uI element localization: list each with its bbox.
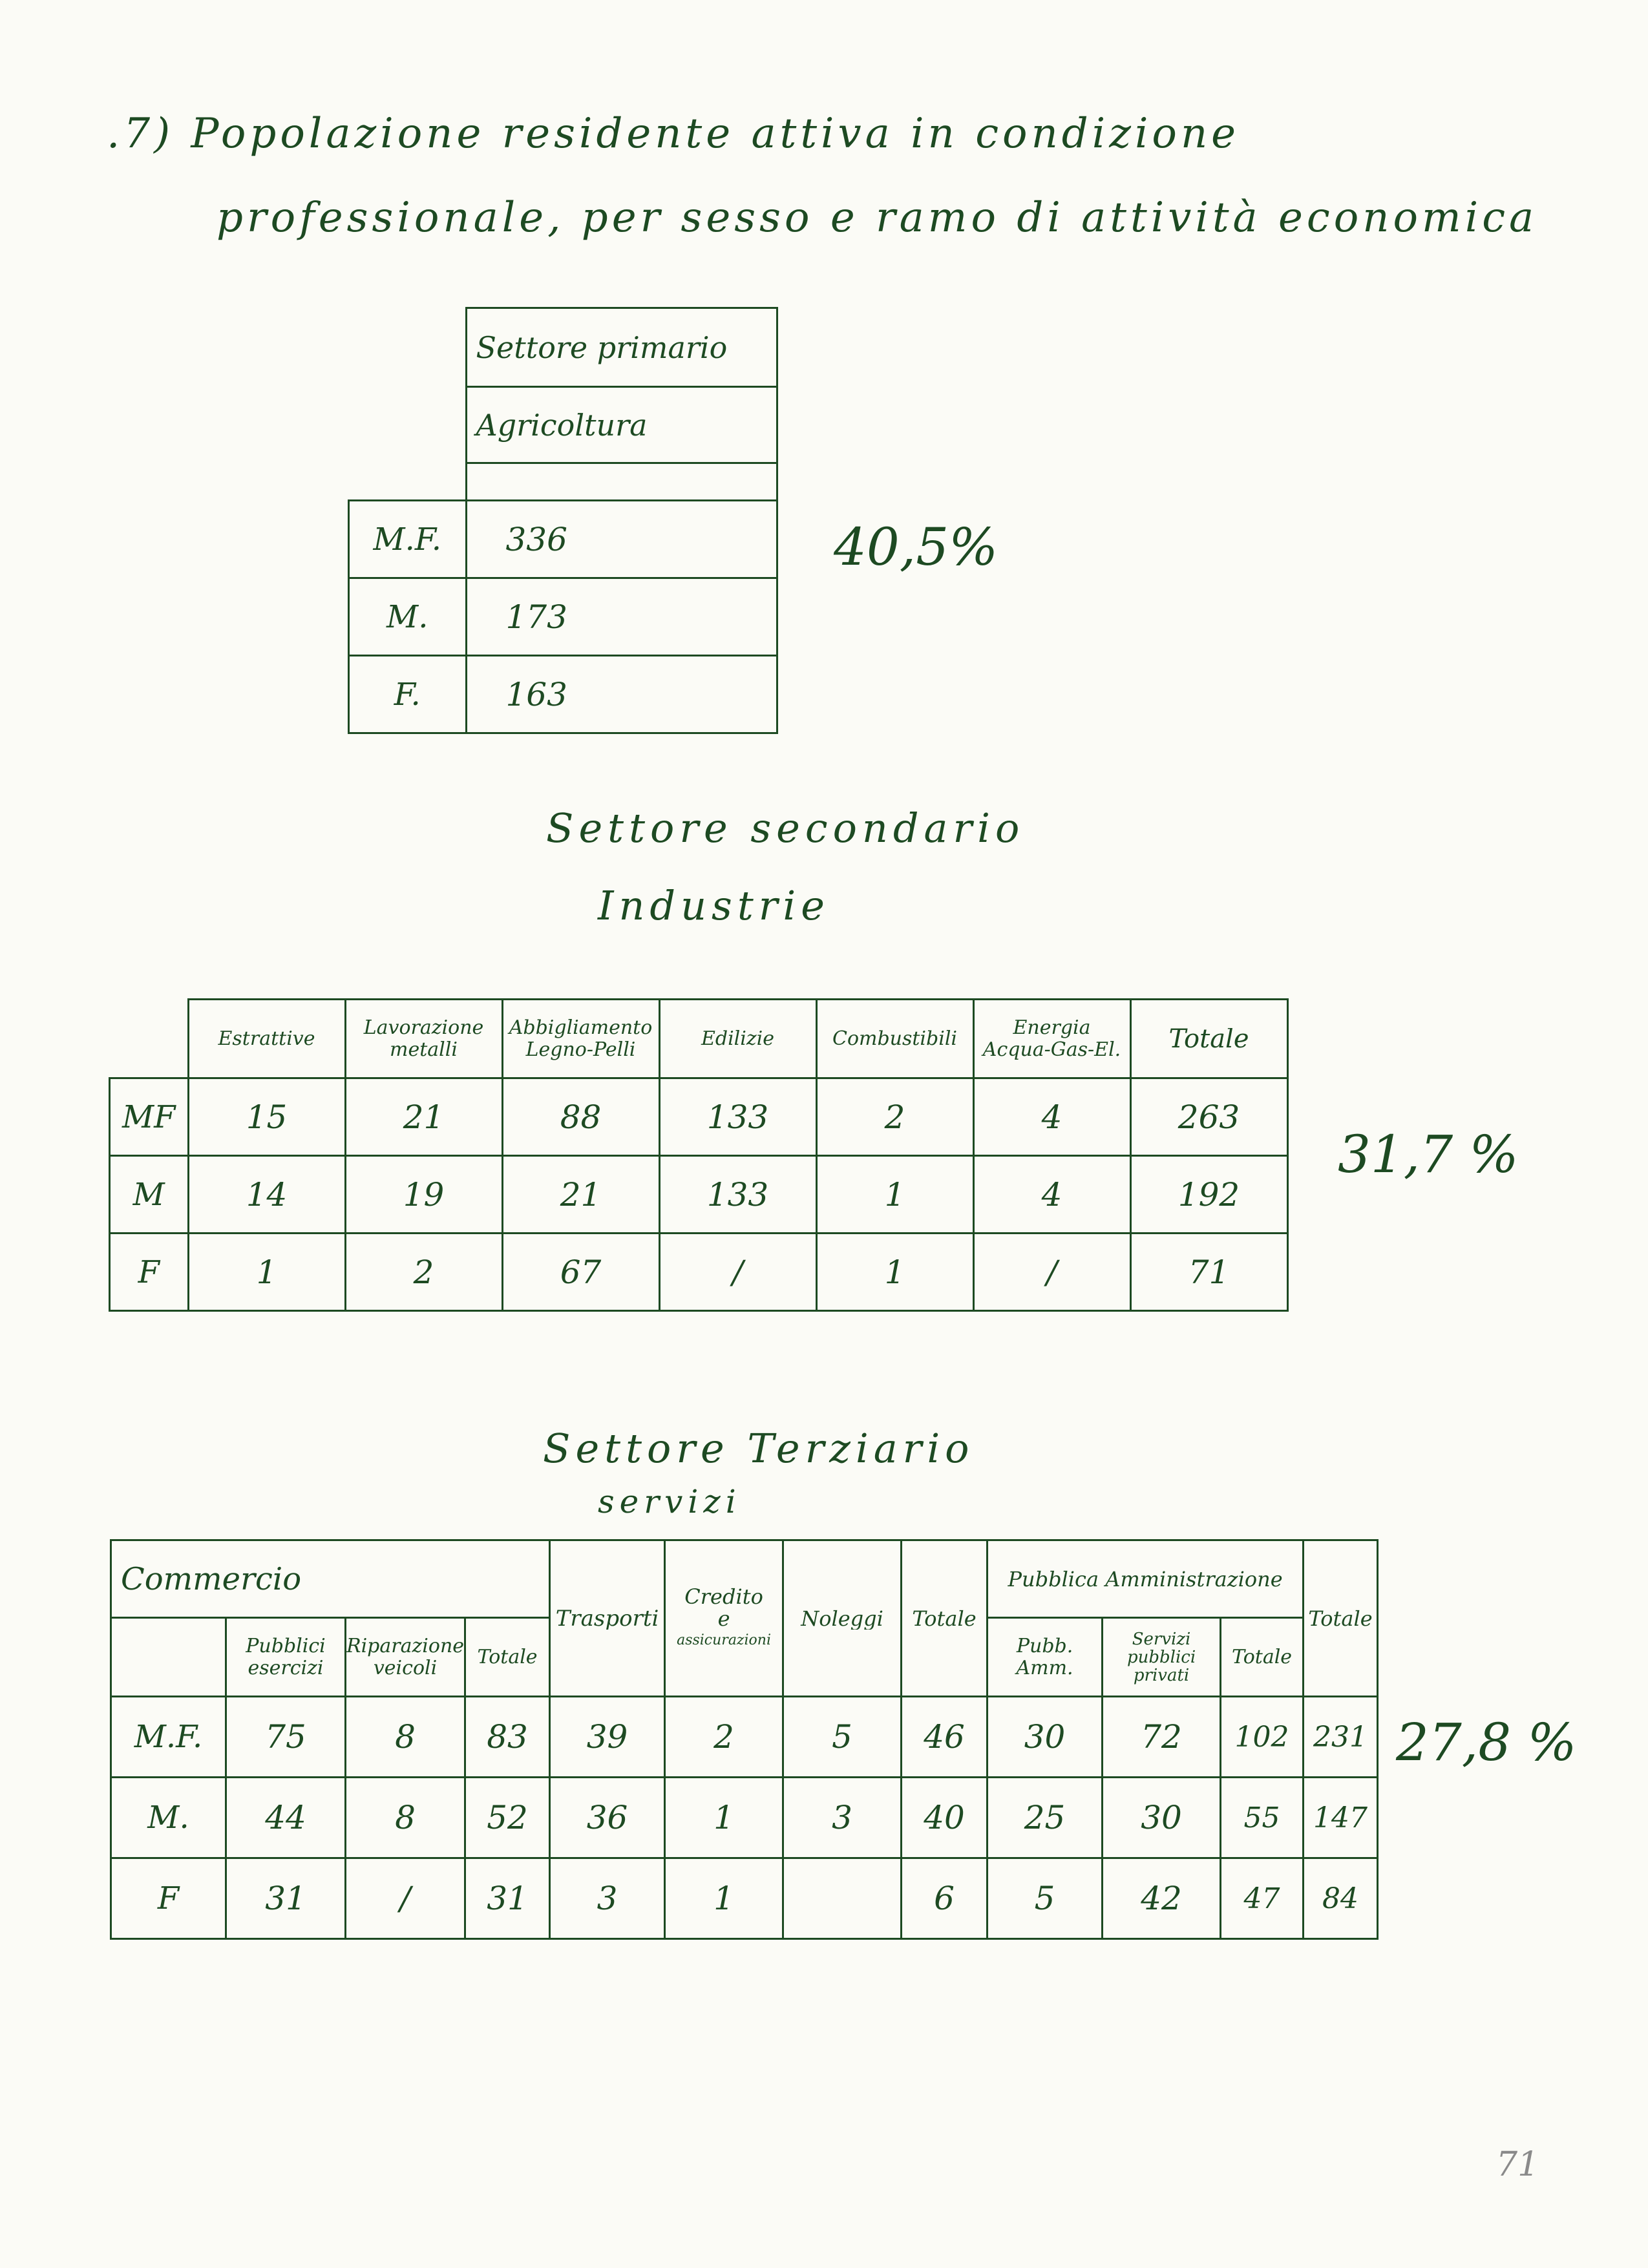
row-label: M.F.: [373, 521, 441, 558]
table-cell: 133: [706, 1098, 769, 1136]
table-cell: 4: [1041, 1175, 1062, 1213]
secondary-sector-table: [109, 998, 1289, 1312]
table-cell: 31: [265, 1880, 306, 1917]
table-row: [111, 1697, 1378, 1778]
table-cell: 5: [832, 1718, 852, 1756]
table-cell: 83: [487, 1718, 528, 1756]
table-cell: 3: [597, 1880, 618, 1917]
table-cell: 2: [413, 1253, 434, 1291]
page-number: 71: [1496, 2145, 1539, 2184]
group-header-commercio: Commercio: [121, 1560, 302, 1597]
table-cell: 2: [884, 1098, 905, 1136]
table-cell: 192: [1178, 1175, 1240, 1213]
table-cell: 8: [395, 1718, 416, 1756]
column-header-totale-commercio: Totale: [477, 1646, 538, 1668]
table-cell: 52: [487, 1799, 528, 1836]
column-header-riparazione-veicoli: Riparazione veicoli: [346, 1635, 465, 1679]
column-header-servizi-pubblici-privati: Servizi pubblici privati: [1126, 1630, 1196, 1685]
table-cell: 231: [1313, 1720, 1368, 1754]
table-cell: 2: [713, 1718, 734, 1756]
table-cell: 31: [487, 1880, 528, 1917]
row-label: F.: [394, 676, 421, 713]
primary-branch-label: Agricoltura: [476, 407, 648, 443]
table-cell: 263: [1178, 1098, 1240, 1136]
table-cell: 67: [560, 1253, 602, 1291]
row-label: F: [157, 1880, 180, 1916]
table-row: [111, 1778, 1378, 1858]
table-cell: 15: [246, 1098, 288, 1136]
secondary-sector-label: Settore secondario: [546, 804, 1025, 852]
table-cell: 1: [256, 1253, 277, 1291]
column-header-pubb-amm: Pubb. Amm.: [1016, 1635, 1073, 1679]
table-cell: /: [1046, 1253, 1057, 1291]
table-cell: 75: [265, 1718, 306, 1756]
table-cell: 55: [1243, 1801, 1280, 1834]
row-label: M: [132, 1176, 165, 1213]
secondary-branch-label: Industrie: [598, 882, 830, 929]
table-row: [110, 1156, 1288, 1234]
table-cell: 46: [924, 1718, 965, 1756]
table-cell: 72: [1141, 1718, 1182, 1756]
row-label: M.F.: [134, 1719, 203, 1755]
table-cell: 3: [832, 1799, 852, 1836]
table-cell: 30: [1024, 1718, 1066, 1756]
title-line-1: .7) Popolazione residente attiva in condizione: [107, 110, 1240, 158]
tertiary-sector-table: [110, 1539, 1379, 1940]
table-cell: 19: [403, 1175, 445, 1213]
table-cell: 21: [403, 1098, 445, 1136]
column-header-totale: Totale: [912, 1607, 977, 1630]
table-cell: 39: [586, 1718, 628, 1756]
table-cell: 1: [713, 1799, 734, 1836]
row-label: F: [138, 1254, 160, 1290]
table-cell: 25: [1024, 1799, 1066, 1836]
title-line-2: professionale, per sesso e ramo di attività economica: [217, 194, 1538, 242]
column-header: Totale: [1168, 1027, 1249, 1050]
tertiary-percent: 27,8 %: [1396, 1712, 1577, 1772]
column-header-totale-generale: Totale: [1308, 1607, 1373, 1630]
group-header-pubblica-amministrazione: Pubblica Amministrazione: [1008, 1568, 1283, 1590]
table-cell: 1: [884, 1175, 905, 1213]
table-cell: 163: [505, 675, 567, 713]
primary-percent: 40,5%: [834, 517, 998, 577]
column-header: Energia Acqua-Gas-El.: [982, 1016, 1121, 1061]
table-cell: 40: [924, 1799, 965, 1836]
row-label: M.: [147, 1800, 189, 1836]
column-header: Edilizie: [701, 1027, 775, 1050]
tertiary-sector-label: Settore Terziario: [543, 1425, 975, 1472]
table-cell: 8: [395, 1799, 416, 1836]
table-cell: 14: [246, 1175, 288, 1213]
table-cell: 1: [713, 1880, 734, 1917]
column-header-noleggi: Noleggi: [801, 1607, 883, 1630]
table-row: [110, 1078, 1288, 1156]
table-cell: 173: [505, 598, 567, 636]
secondary-percent: 31,7 %: [1338, 1124, 1519, 1184]
row-label: M.: [386, 598, 428, 635]
column-header-totale-pa: Totale: [1232, 1646, 1293, 1668]
column-header-trasporti: Trasporti: [555, 1607, 659, 1630]
table-cell: 6: [934, 1880, 955, 1917]
table-cell: 88: [560, 1098, 602, 1136]
column-header: Abbigliamento Legno-Pelli: [509, 1016, 653, 1061]
table-row: [349, 656, 777, 733]
table-cell: 44: [265, 1799, 306, 1836]
table-cell: 36: [586, 1799, 628, 1836]
primary-sector-table: [348, 307, 778, 734]
column-header: Combustibili: [832, 1027, 958, 1050]
table-cell: 147: [1313, 1801, 1368, 1834]
table-cell: 5: [1034, 1880, 1055, 1917]
table-cell: /: [399, 1880, 411, 1917]
table-row: [349, 578, 777, 656]
table-cell: 4: [1041, 1098, 1062, 1136]
table-cell: 1: [884, 1253, 905, 1291]
table-cell: 21: [560, 1175, 602, 1213]
column-header-pubblici-esercizi: Pubblici esercizi: [246, 1635, 326, 1679]
column-header: Lavorazione metalli: [363, 1016, 484, 1061]
table-cell: 71: [1188, 1253, 1230, 1291]
row-label: MF: [122, 1098, 176, 1135]
table-row: [110, 1234, 1288, 1311]
table-cell: 336: [505, 520, 567, 558]
table-cell: 133: [706, 1175, 769, 1213]
primary-sector-label: Settore primario: [476, 330, 728, 365]
tertiary-branch-label: servizi: [598, 1483, 741, 1520]
column-header-credito: Credito e assicurazioni: [677, 1585, 772, 1648]
column-header: Estrattive: [218, 1027, 315, 1050]
table-cell: 30: [1141, 1799, 1182, 1836]
table-cell: /: [732, 1253, 743, 1291]
table-row: [349, 501, 777, 578]
table-row: [111, 1858, 1378, 1939]
table-cell: 102: [1234, 1720, 1289, 1754]
table-cell: 42: [1141, 1880, 1182, 1917]
table-cell: 84: [1322, 1882, 1359, 1915]
table-cell: 47: [1243, 1882, 1280, 1915]
